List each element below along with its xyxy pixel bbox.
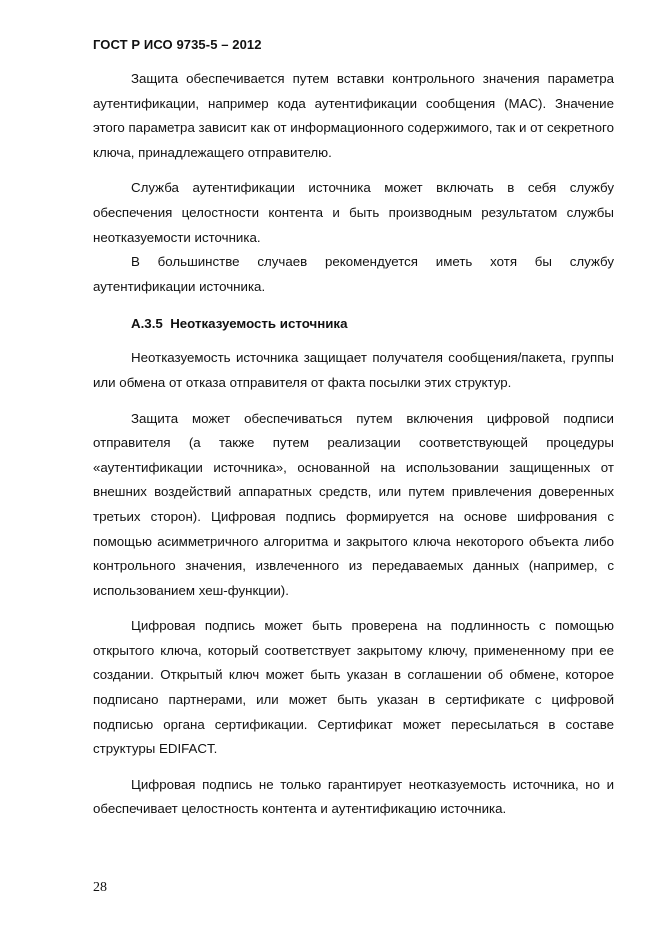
paragraph: В большинстве случаев рекомендуется иметь хотя бы службу аутентификации источника. [93, 254, 614, 294]
document-header: ГОСТ Р ИСО 9735-5 – 2012 [93, 37, 262, 52]
paragraph: Цифровая подпись может быть проверена на подлинность с помощью открытого ключа, который соответствует закрытому ключу, примененному при ее создании. Открытый ключ может быть указан в соглашении об обмене, которое подписано партнерами, или может быть указан в сертификате с цифровой подписью органа сертификации. Сертификат может пересылаться в составе структуры EDIFACT. [93, 618, 614, 757]
paragraph: Защита может обеспечиваться путем включения цифровой подписи отправителя (а также путем реализации соответствующей процедуры «аутентификации источника», основанной на использовании защищенных от внешних воздействий аппаратных средств, или путем привлечения доверенных третьих сторон). Цифровая подпись формируется на основе шифрования с помощью асимметричного алгоритма и закрытого ключа некоторого объекта либо контрольного значения, извлеченного из передаваемых данных (например, с использованием хеш-функции). [93, 410, 614, 598]
document-body [93, 67, 614, 822]
section-heading [93, 312, 614, 336]
section-number: А.3.5 [131, 316, 163, 332]
paragraph: Защита обеспечивается путем вставки контрольного значения параметра аутентификации, например кода аутентификации сообщения (MAC). Значение этого параметра зависит как от информационного содержимого, так и от секретного ключа, принадлежащего отправителю. [93, 71, 614, 160]
section-title: Неотказуемость источника [170, 316, 348, 332]
paragraph: Неотказуемость источника защищает получателя сообщения/пакета, группы или обмена от отказа отправителя от факта посылки этих структур. [93, 350, 614, 390]
page-number: 28 [93, 880, 107, 895]
paragraph: Служба аутентификации источника может включать в себя службу обеспечения целостности контента и быть производным результатом службы неотказуемости источника. [93, 180, 614, 245]
paragraph: Цифровая подпись не только гарантирует неотказуемость источника, но и обеспечивает целостность контента и аутентификацию источника. [93, 776, 614, 817]
